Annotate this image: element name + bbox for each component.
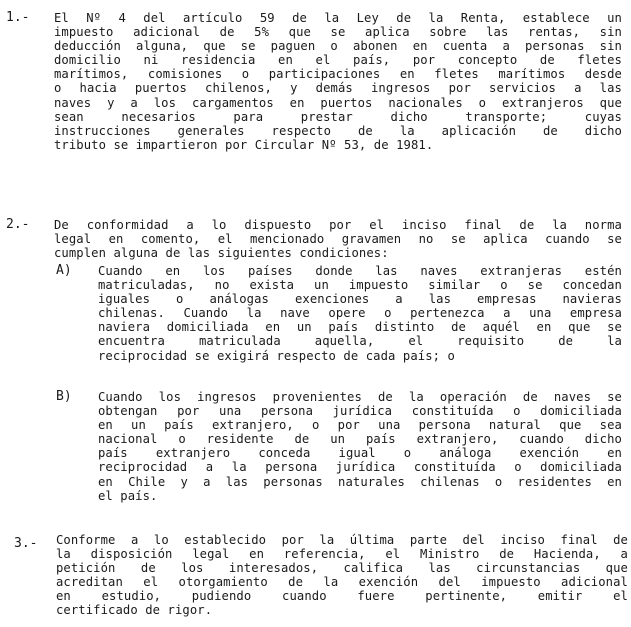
text-line: iguales o análogas exenciones a las empresas navieras — [98, 292, 622, 307]
text-line: instrucciones generales respecto de la aplicación de dicho — [54, 123, 622, 138]
text-line: domicilio ni residencia en el país, por concepto de fletes — [54, 53, 622, 68]
section-paragraph — [54, 218, 622, 260]
subsection-paragraph — [98, 264, 622, 363]
text-line: El Nº 4 del artículo 59 de la Ley de la Renta, establece un — [54, 11, 622, 25]
text-line: encuentra matriculada aquella, el requisito de la — [98, 334, 622, 349]
text-line: nacional o residente de un país extranjero, cuando dicho — [98, 432, 622, 447]
text-line: obtengan por una persona jurídica constituída o domiciliada — [98, 404, 622, 419]
section-number: 1.- — [6, 10, 30, 25]
text-line: naves y a los cargamentos en puertos nacionales o extranjeros que — [54, 95, 622, 110]
text-line: reciprocidad se exigirá respecto de cada país; o — [98, 348, 455, 363]
text-line: acreditan el otorgamiento de la exención del impuesto adicional — [56, 575, 628, 590]
text-line: impuesto adicional de 5% que se aplica sobre las rentas, sin — [54, 25, 622, 40]
section-paragraph — [54, 11, 622, 152]
text-line: el país. — [98, 488, 158, 503]
text-line: Cuando los ingresos provenientes de la operación de naves se — [98, 390, 622, 404]
section-number: 3.- — [14, 536, 38, 551]
text-line: sean necesarios para prestar dicho transporte; cuyas — [54, 109, 622, 124]
text-line: en estudio, pudiendo cuando fuere pertinente, emitir el — [56, 589, 628, 604]
section-number: 2.- — [6, 217, 30, 232]
text-line: país extranjero conceda igual o análoga exención en — [98, 446, 622, 461]
section-paragraph — [56, 533, 628, 618]
text-line: en Chile y a las personas naturales chilenas o residentes en — [98, 474, 622, 489]
text-line: matriculadas, no exista un impuesto similar o se concedan — [98, 278, 622, 293]
subsection-paragraph — [98, 390, 622, 503]
subsection-label: B) — [56, 389, 72, 404]
text-line: naviera domiciliada en un país distinto de aquél en que se — [98, 320, 622, 335]
text-line: legal en comento, el mencionado gravamen no se aplica cuando se — [54, 232, 622, 247]
text-line: De conformidad a lo dispuesto por el inciso final de la norma — [54, 218, 622, 232]
text-line: tributo se impartieron por Circular Nº 53, de 1981. — [54, 137, 434, 152]
text-line: Cuando en los países donde las naves extranjeras estén — [98, 264, 622, 278]
text-line: marítimos, comisiones o participaciones en fletes marítimos desde — [54, 67, 622, 82]
text-line: certificado de rigor. — [56, 603, 213, 618]
text-line: reciprocidad a la persona jurídica constituída o domiciliada — [98, 460, 622, 475]
text-line: cumplen alguna de las siguientes condiciones: — [54, 246, 389, 261]
text-line: petición de los interesados, califica las circunstancias que — [56, 561, 628, 576]
text-line: la disposición legal en referencia, el Ministro de Hacienda, a — [56, 547, 628, 562]
text-line: chilenas. Cuando la nave opere o pertenezca a una empresa — [98, 306, 622, 321]
text-line: en un país extranjero, o por una persona natural que sea — [98, 418, 622, 433]
subsection-label: A) — [56, 263, 72, 278]
text-line: deducción alguna, que se paguen o abonen en cuenta a personas sin — [54, 39, 622, 54]
text-line: o hacia puertos chilenos, y demás ingresos por servicios a las — [54, 81, 622, 96]
text-line: Conforme a lo establecido por la última parte del inciso final de — [56, 533, 628, 547]
